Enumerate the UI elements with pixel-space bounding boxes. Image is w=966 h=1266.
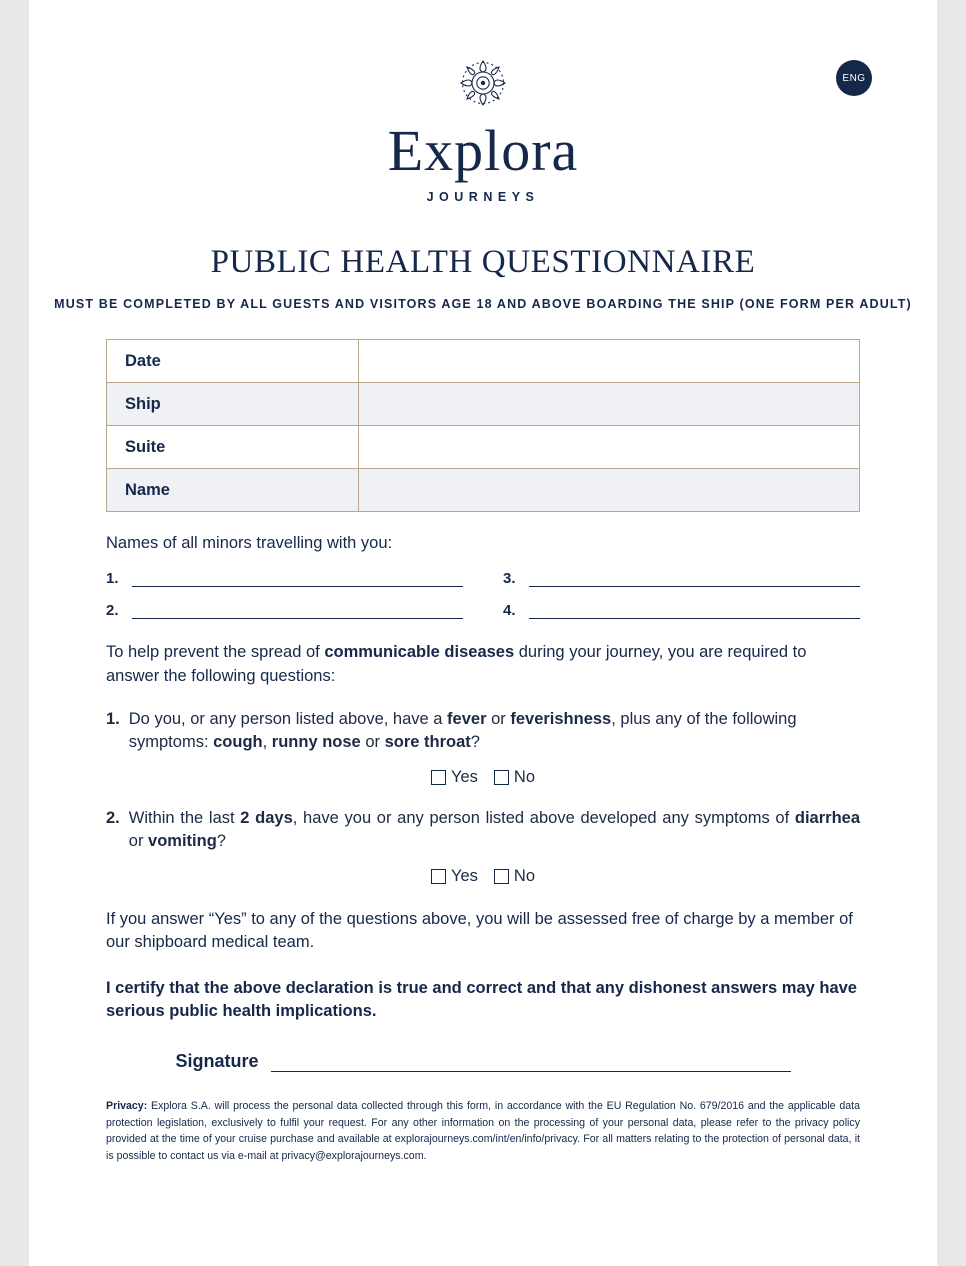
q1-bold-feverishness: feverishness bbox=[510, 709, 612, 728]
q1-part6: ? bbox=[470, 733, 480, 752]
question-2-no-option[interactable] bbox=[494, 867, 535, 886]
guest-info-table bbox=[106, 339, 860, 512]
field-label-ship: Ship bbox=[107, 383, 359, 426]
question-2-yes-label: Yes bbox=[450, 866, 478, 885]
field-input-suite[interactable] bbox=[359, 426, 860, 469]
minor-number-1: 1. bbox=[106, 570, 119, 588]
q1-part3: , plus any of the following symptoms: bbox=[128, 709, 797, 752]
q1-part4: , bbox=[262, 733, 272, 752]
brand-name: Explora bbox=[387, 118, 579, 183]
q1-part2: or bbox=[486, 709, 511, 728]
assessment-note: If you answer “Yes” to any of the questions above, you will be assessed free of charge by a member of our shipboard medical team. bbox=[106, 909, 853, 952]
form-body bbox=[106, 534, 860, 1164]
q2-bold-vomiting: vomiting bbox=[148, 832, 217, 851]
question-1-no-label: No bbox=[513, 767, 535, 786]
q2-bold-2-days: 2 days bbox=[240, 808, 293, 827]
table-row bbox=[107, 426, 860, 469]
field-label-name: Name bbox=[107, 469, 359, 512]
question-1-yes-option[interactable] bbox=[431, 768, 478, 787]
minors-grid bbox=[106, 569, 860, 619]
table-row bbox=[107, 469, 860, 512]
intro-text-part1: To help prevent the spread of bbox=[106, 643, 325, 662]
intro-text-part2: during your journey, you are required to answer the following questions: bbox=[106, 643, 807, 685]
minor-number-4: 4. bbox=[503, 602, 516, 620]
q2-part2: , have you or any person listed above developed any symptoms of bbox=[292, 808, 795, 827]
language-badge[interactable]: ENG bbox=[836, 60, 872, 96]
intro-paragraph bbox=[106, 641, 860, 688]
q2-part3: or bbox=[128, 832, 149, 851]
minor-input-2[interactable] bbox=[132, 601, 463, 619]
q2-bold-diarrhea: diarrhea bbox=[794, 808, 861, 827]
certification-statement: I certify that the above declaration is true and correct and that any dishonest answers may have serious public health implications. bbox=[106, 978, 857, 1020]
minor-row-2 bbox=[106, 601, 463, 619]
table-row bbox=[107, 383, 860, 426]
mandala-flower-icon bbox=[452, 52, 514, 110]
intro-bold-communicable-diseases: communicable diseases bbox=[324, 643, 515, 662]
question-1-answers bbox=[106, 768, 860, 787]
q1-part1: Do you, or any person listed above, have a bbox=[128, 709, 448, 728]
question-1-no-option[interactable] bbox=[494, 768, 535, 787]
q2-part4: ? bbox=[216, 832, 226, 851]
checkbox-icon[interactable] bbox=[431, 869, 446, 884]
question-1-text bbox=[129, 708, 860, 755]
q1-bold-runny-nose: runny nose bbox=[271, 733, 361, 752]
minor-input-3[interactable] bbox=[529, 569, 860, 587]
field-input-ship[interactable] bbox=[359, 383, 860, 426]
question-2-no-label: No bbox=[513, 866, 535, 885]
brand-subtitle: JOURNEYS bbox=[426, 190, 540, 204]
privacy-notice bbox=[106, 1098, 860, 1164]
checkbox-icon[interactable] bbox=[494, 770, 509, 785]
signature-input[interactable] bbox=[271, 1057, 791, 1072]
q1-bold-sore-throat: sore throat bbox=[384, 733, 471, 752]
checkbox-icon[interactable] bbox=[494, 869, 509, 884]
table-row bbox=[107, 340, 860, 383]
signature-row bbox=[106, 1051, 860, 1072]
page-subtitle: MUST BE COMPLETED BY ALL GUESTS AND VISITORS AGE 18 AND ABOVE BOARDING THE SHIP (ONE FORM PER ADULT) bbox=[54, 297, 912, 311]
brand-header bbox=[29, 0, 937, 204]
minor-row-3 bbox=[503, 569, 860, 587]
page-title: PUBLIC HEALTH QUESTIONNAIRE bbox=[210, 244, 756, 280]
question-1-number: 1. bbox=[106, 709, 120, 728]
q1-bold-fever: fever bbox=[447, 709, 487, 728]
checkbox-icon[interactable] bbox=[431, 770, 446, 785]
field-label-suite: Suite bbox=[107, 426, 359, 469]
q1-part5: or bbox=[360, 733, 385, 752]
minor-row-4 bbox=[503, 601, 860, 619]
question-2 bbox=[106, 807, 860, 854]
question-1 bbox=[106, 708, 860, 755]
question-2-answers bbox=[106, 867, 860, 886]
minors-label: Names of all minors travelling with you: bbox=[106, 534, 393, 553]
q1-bold-cough: cough bbox=[213, 733, 263, 752]
field-label-date: Date bbox=[107, 340, 359, 383]
minor-number-2: 2. bbox=[106, 602, 119, 620]
minor-input-4[interactable] bbox=[529, 601, 860, 619]
question-1-yes-label: Yes bbox=[450, 767, 478, 786]
question-2-yes-option[interactable] bbox=[431, 867, 478, 886]
q2-part1: Within the last bbox=[128, 808, 241, 827]
minor-input-1[interactable] bbox=[132, 569, 463, 587]
field-input-date[interactable] bbox=[359, 340, 860, 383]
minor-number-3: 3. bbox=[503, 570, 516, 588]
question-2-text bbox=[129, 807, 860, 854]
document-page bbox=[29, 0, 937, 1266]
privacy-heading: Privacy: bbox=[106, 1100, 148, 1113]
signature-label: Signature bbox=[175, 1051, 259, 1072]
field-input-name[interactable] bbox=[359, 469, 860, 512]
question-2-number: 2. bbox=[106, 808, 120, 827]
minor-row-1 bbox=[106, 569, 463, 587]
privacy-text: Explora S.A. will process the personal data collected through this form, in accordance with the EU Regulation No. 679/2016 and the applicable data protection legislation, exclusively to fulfil your request. For any other information on the processing of your personal data, please refer to the privacy policy provided at the time of your cruise purchase and available at explorajourneys.com/int/en/info/privacy. For all matters relating to the protection of personal data, it is possible to contact us via e-mail at privacy@explorajourneys.com. bbox=[106, 1100, 860, 1162]
